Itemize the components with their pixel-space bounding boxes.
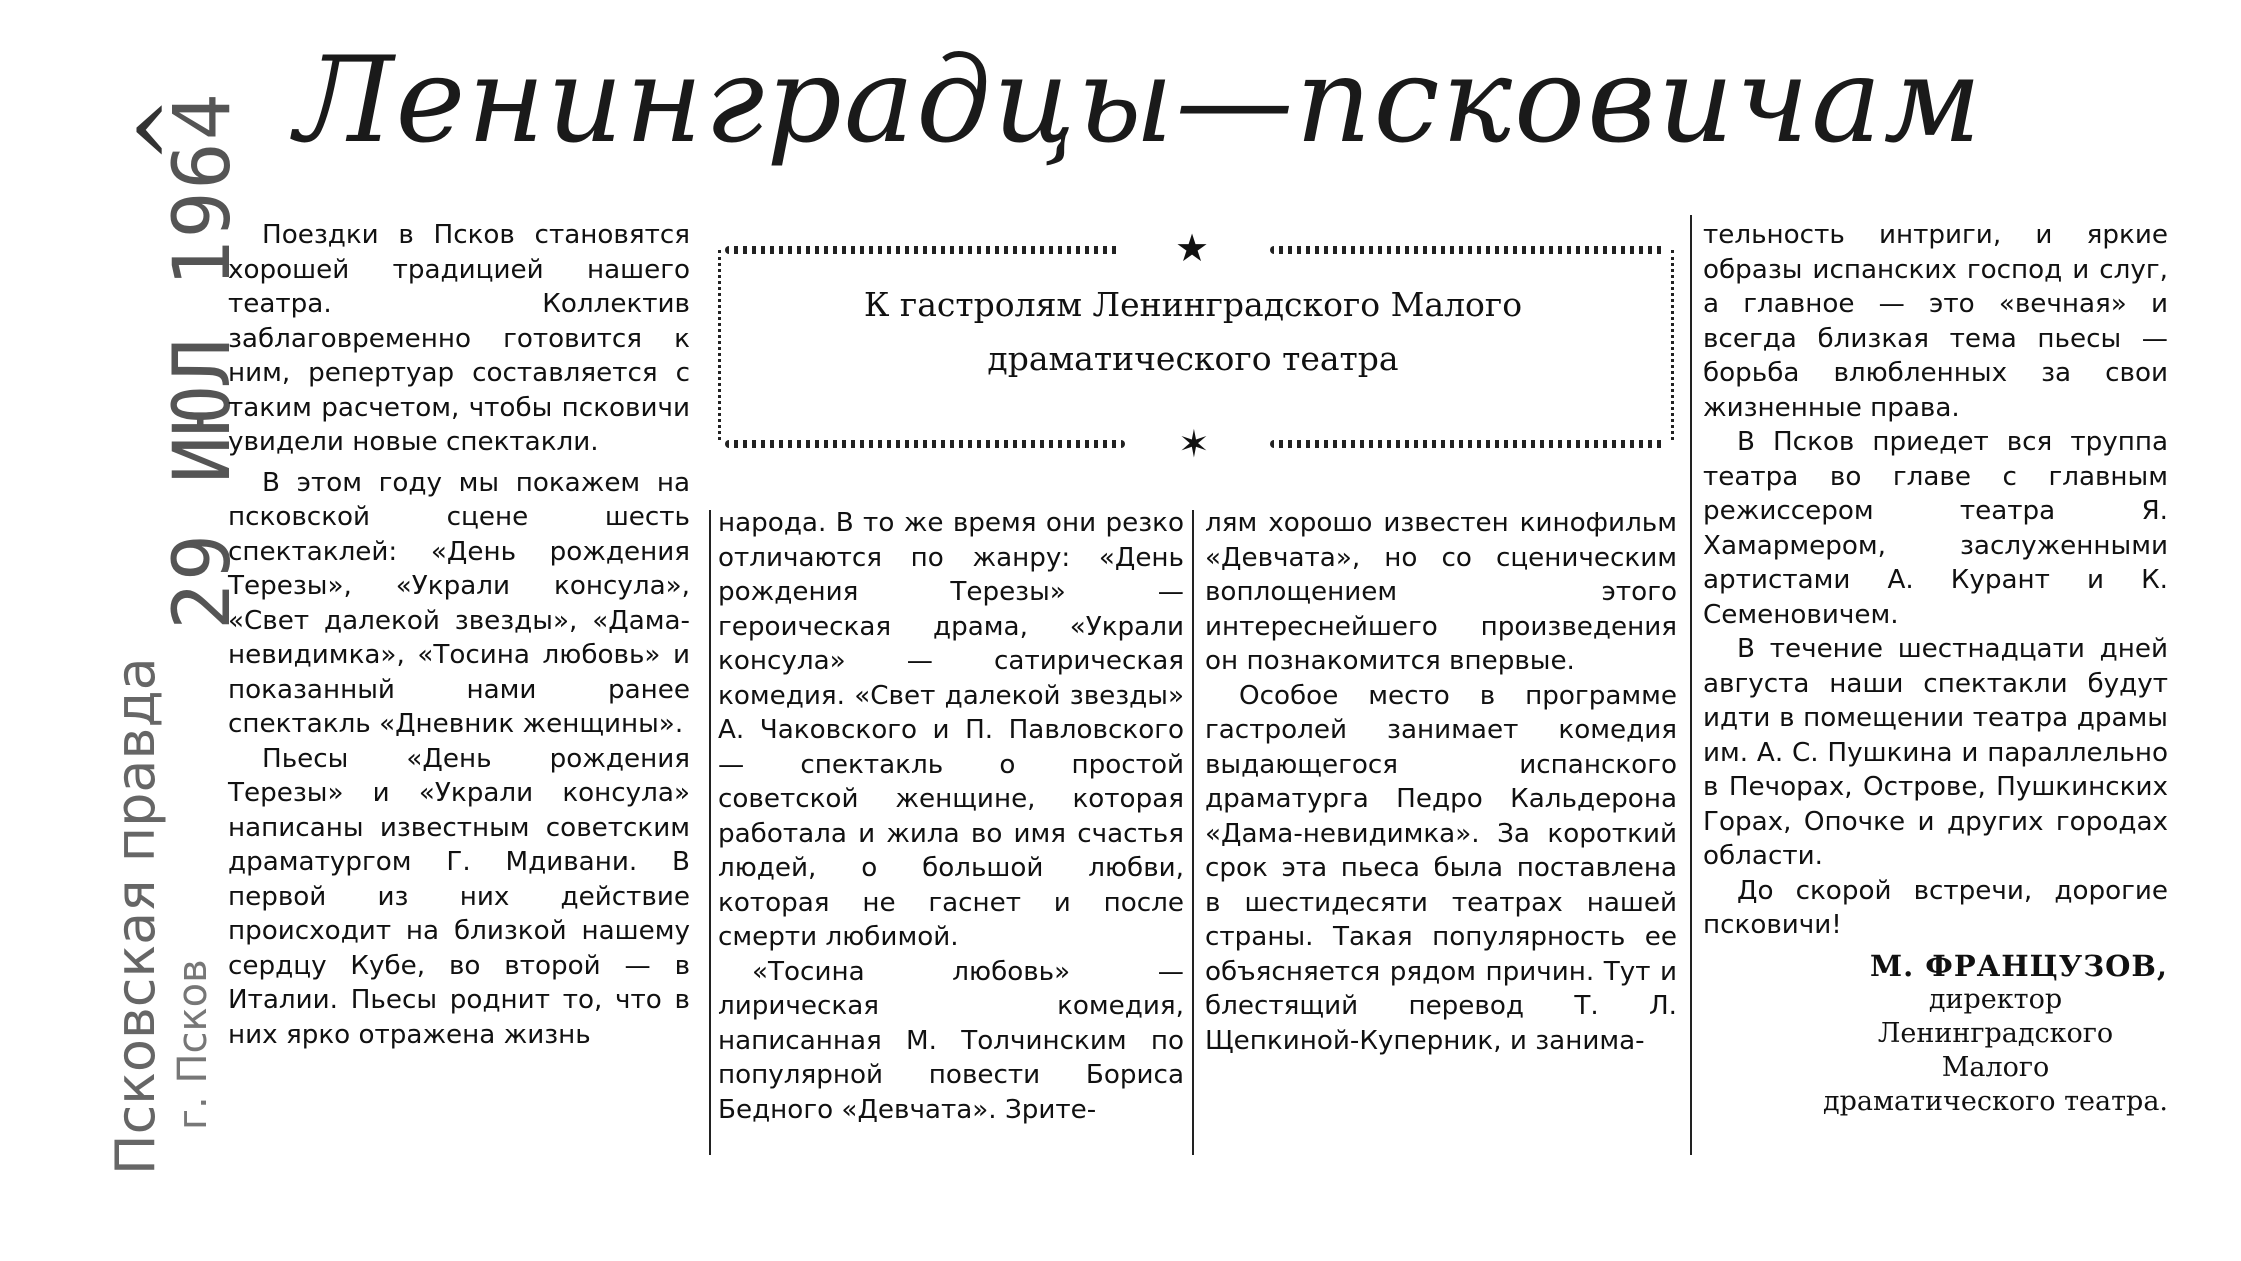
star-icon: ★ bbox=[1175, 226, 1210, 270]
frame-top-left-wave bbox=[725, 246, 1120, 254]
paragraph: В течение шестнадцати дней августа наши спектакли будут идти в помещении театра драмы им. А. С. Пушкина и параллельно в Печорах, Острове, Пушкинских Горах, Опочке и других городах области. bbox=[1703, 634, 2168, 871]
signature bbox=[1703, 949, 2168, 1120]
article-column-3 bbox=[1205, 506, 1677, 1058]
frame-top-right-wave bbox=[1270, 246, 1665, 254]
paragraph: Поездки в Псков становятся хорошей традицией нашего театра. Коллектив заблаговременно готовится к ним, репертуар составляется с таким расчетом, чтобы псковичи увидели новые спектакли. bbox=[228, 220, 690, 457]
subtitle-line-2: драматического театра bbox=[987, 339, 1399, 378]
author-title: директор Ленинградского Малого драматического театра. bbox=[1823, 984, 2169, 1117]
paragraph: До скорой встречи, дорогие псковичи! bbox=[1703, 875, 2168, 940]
paragraph: В Псков приедет вся труппа театра во главе с главным режиссером театра Я. Хамармером, заслуженными артистами А. Курант и К. Семеновичем. bbox=[1703, 427, 2168, 630]
city-stamp: г. Псков bbox=[170, 959, 216, 1130]
paragraph: В этом году мы покажем на псковской сцене шесть спектаклей: «День рождения Терезы», «Украли консула», «Свет далекой звезды», «Дама-невидимка», «Тосина любовь» и показанный нами ранее спектакль «Дневник женщины». bbox=[228, 467, 690, 739]
author-name: М. ФРАНЦУЗОВ, bbox=[1870, 948, 2168, 983]
headline: Ленинградцы—псковичам bbox=[295, 31, 1984, 169]
column-divider bbox=[709, 510, 711, 1155]
newspaper-name-stamp: Псковская правда bbox=[104, 657, 167, 1175]
frame-bottom-right-wave bbox=[1270, 440, 1665, 448]
article-column-2 bbox=[718, 506, 1184, 1127]
paragraph: Особое место в программе гастролей занимает комедия выдающегося испанского драматурга Педро Кальдерона «Дама-невидимка». За короткий срок эта пьеса была поставлена в шестидесяти театрах нашей страны. Такая популярность ее объясняется рядом причин. Тут и блестящий перевод Т. Л. Щепкиной-Куперник, и занима- bbox=[1205, 680, 1677, 1056]
frame-bottom-left-wave bbox=[725, 440, 1125, 448]
column-divider bbox=[1192, 510, 1194, 1155]
paragraph: «Тосина любовь» — лирическая комедия, написанная М. Толчинским по популярной повести Бориса Бедного «Девчата». Зрите- bbox=[718, 956, 1184, 1125]
column-divider bbox=[1690, 215, 1692, 1155]
date-stamp: 29 ИЮЛ 1964 bbox=[158, 91, 248, 630]
paragraph: тельность интриги, и яркие образы испанских господ и слуг, а главное — это «вечная» и всегда близкая тема пьесы — борьба влюбленных за свои жизненные права. bbox=[1703, 220, 2168, 423]
article-column-1 bbox=[228, 218, 690, 1052]
paragraph: народа. В то же время они резко отличаются по жанру: «День рождения Терезы» — героическая драма, «Украли консула» — сатирическая комедия. «Свет далекой звезды» А. Чаковского и П. Павловского — спектакль о простой советской женщине, которая работала и жила во имя счастья людей, о большой любви, которая не гаснет и после смерти любимой. bbox=[718, 508, 1184, 952]
headline-ornament-icon: ‹ bbox=[128, 60, 172, 188]
star-icon: ✶ bbox=[1178, 422, 1210, 466]
paragraph: Пьесы «День рождения Терезы» и «Украли консула» написаны известным советским драматургом Г. Мдивани. В первой из них действие происходит на близкой нашему сердцу Кубе, во второй — в Италии. Пьесы роднит то, что в них ярко отражена жизнь bbox=[228, 743, 690, 1050]
subtitle bbox=[718, 278, 1668, 386]
paragraph: лям хорошо известен кинофильм «Девчата», но со сценическим воплощением этого интереснейшего произведения он познакомится впервые. bbox=[1205, 508, 1677, 676]
article-column-4 bbox=[1703, 218, 2168, 1119]
subtitle-line-1: К гастролям Ленинградского Малого bbox=[863, 285, 1523, 324]
